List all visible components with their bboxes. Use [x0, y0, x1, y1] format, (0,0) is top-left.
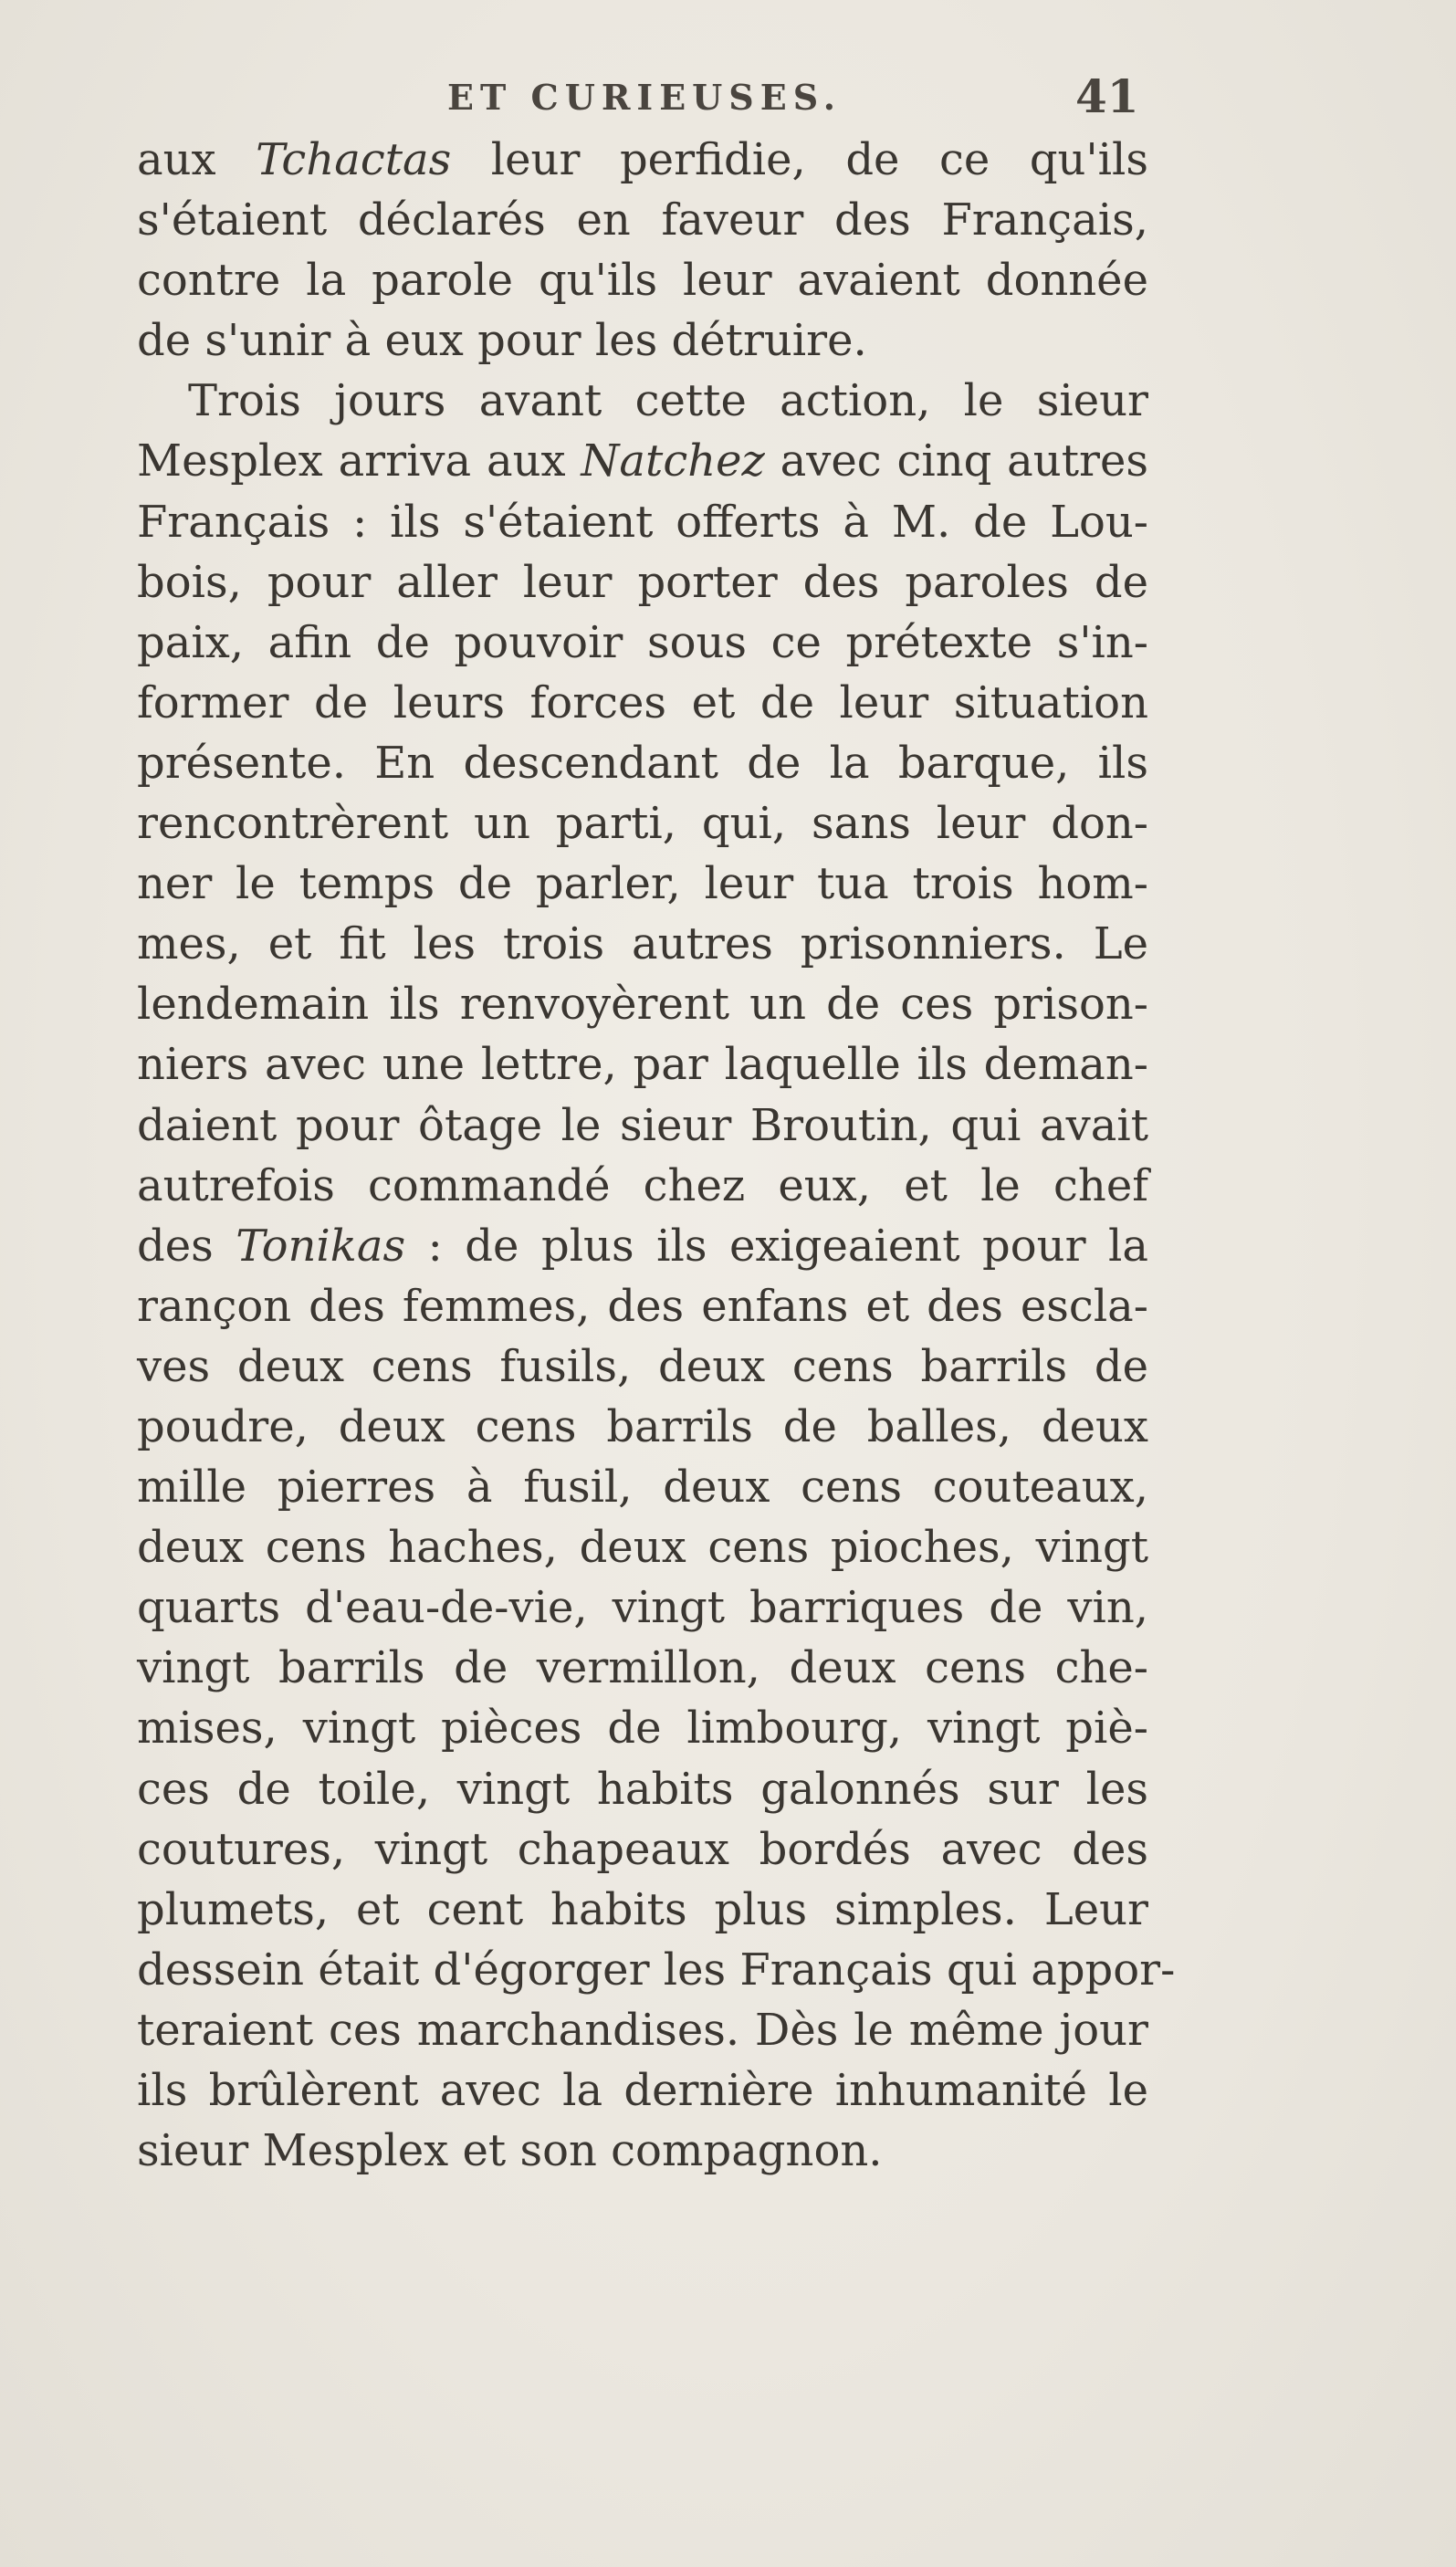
text-line — [137, 673, 1148, 733]
text-run: sieur Mesplex et son compagnon. — [137, 2125, 883, 2177]
text-run: présente. En descendant de la barque, ils — [137, 737, 1148, 789]
text-run: former de leurs forces et de leur situation — [137, 676, 1148, 728]
text-run: niers avec une lettre, par laquelle ils deman- — [137, 1039, 1148, 1091]
text-run: quarts d'eau-de-vie, vingt barriques de vin, — [137, 1582, 1148, 1634]
text-run: Trois jours avant cette action, le sieur — [188, 375, 1148, 427]
text-line — [137, 1457, 1148, 1517]
text-line — [137, 1336, 1148, 1397]
text-line — [137, 2000, 1148, 2060]
text-run: bois, pour aller leur porter des paroles de — [137, 556, 1148, 608]
text-line — [137, 250, 1148, 310]
body-text — [137, 130, 1176, 2181]
text-run: poudre, deux cens barrils de balles, deux — [137, 1400, 1148, 1452]
text-run: aux — [137, 134, 257, 185]
italic-text-run: Tonikas — [236, 1220, 406, 1272]
text-line — [137, 613, 1148, 673]
text-line — [137, 1397, 1148, 1457]
text-run: Mesplex arriva aux — [137, 435, 581, 487]
text-run: deux cens haches, deux cens pioches, vingt — [137, 1522, 1148, 1574]
text-line — [137, 1156, 1148, 1216]
text-run: dessein était d'égorger les Français qui appor- — [137, 1944, 1176, 1996]
text-run: mes, et fit les trois autres prisonniers. Le — [137, 918, 1148, 970]
text-run: paix, afin de pouvoir sous ce prétexte s'in- — [137, 616, 1148, 668]
text-line — [137, 1517, 1148, 1577]
text-run: vingt barrils de vermillon, deux cens che- — [137, 1642, 1148, 1694]
text-line — [137, 914, 1148, 974]
text-run: ces de toile, vingt habits galonnés sur les — [137, 1763, 1148, 1815]
text-line — [137, 1276, 1148, 1336]
text-run: teraient ces marchandises. Dès le même jour — [137, 2004, 1148, 2056]
text-run: des — [137, 1220, 236, 1272]
text-run: avec cinq autres — [764, 435, 1148, 487]
text-line — [137, 1759, 1148, 1819]
text-run: mille pierres à fusil, deux cens couteaux, — [137, 1462, 1148, 1514]
text-run: ves deux cens fusils, deux cens barrils de — [137, 1340, 1148, 1392]
text-line — [137, 1698, 1148, 1758]
page-number: 41 — [1075, 69, 1139, 123]
text-line — [137, 793, 1148, 854]
running-title: ET CURIEUSES. — [447, 77, 843, 118]
text-line — [137, 1034, 1148, 1095]
text-run: s'étaient déclarés en faveur des Français, — [137, 194, 1148, 246]
text-line — [137, 431, 1148, 491]
text-run: autrefois commandé chez eux, et le chef — [137, 1159, 1148, 1211]
text-run: ils brûlèrent avec la dernière inhumanité le — [137, 2065, 1148, 2116]
text-run: daient pour ôtage le sieur Broutin, qui avait — [137, 1099, 1148, 1151]
italic-text-run: Natchez — [581, 435, 765, 487]
text-line — [137, 1577, 1148, 1638]
text-line — [137, 854, 1148, 914]
text-run: : de plus ils exigeaient pour la — [405, 1220, 1149, 1272]
text-run: rencontrèrent un parti, qui, sans leur don- — [137, 798, 1148, 850]
text-run: lendemain ils renvoyèrent un de ces prison- — [137, 979, 1148, 1031]
text-line — [137, 552, 1148, 613]
text-line — [137, 733, 1148, 793]
text-run: contre la parole qu'ils leur avaient donnée — [137, 255, 1148, 307]
text-run: de s'unir à eux pour les détruire. — [137, 315, 867, 367]
text-line — [137, 1095, 1148, 1156]
text-line — [137, 2121, 1148, 2181]
text-run: plumets, et cent habits plus simples. Leur — [137, 1883, 1148, 1935]
text-line — [137, 130, 1148, 190]
text-line — [137, 2060, 1148, 2121]
text-run: Français : ils s'étaient offerts à M. de Lou- — [137, 496, 1148, 548]
text-run: leur perfidie, de ce qu'ils — [451, 134, 1148, 185]
text-line — [137, 190, 1148, 250]
text-line — [137, 1880, 1148, 1940]
text-line — [137, 974, 1148, 1034]
text-line — [137, 310, 1148, 371]
text-line — [137, 1638, 1148, 1698]
italic-text-run: Tchactas — [256, 134, 452, 185]
text-line — [137, 492, 1148, 552]
text-run: coutures, vingt chapeaux bordés avec des — [137, 1823, 1148, 1875]
text-run: ner le temps de parler, leur tua trois hom- — [137, 858, 1148, 910]
text-line — [137, 1819, 1148, 1880]
page-header — [0, 69, 1456, 131]
text-line — [137, 1216, 1148, 1276]
text-line — [137, 371, 1148, 431]
text-run: rançon des femmes, des enfans et des escla- — [137, 1280, 1148, 1332]
text-line — [137, 1940, 1176, 2000]
text-run: mises, vingt pièces de limbourg, vingt piè- — [137, 1703, 1148, 1755]
